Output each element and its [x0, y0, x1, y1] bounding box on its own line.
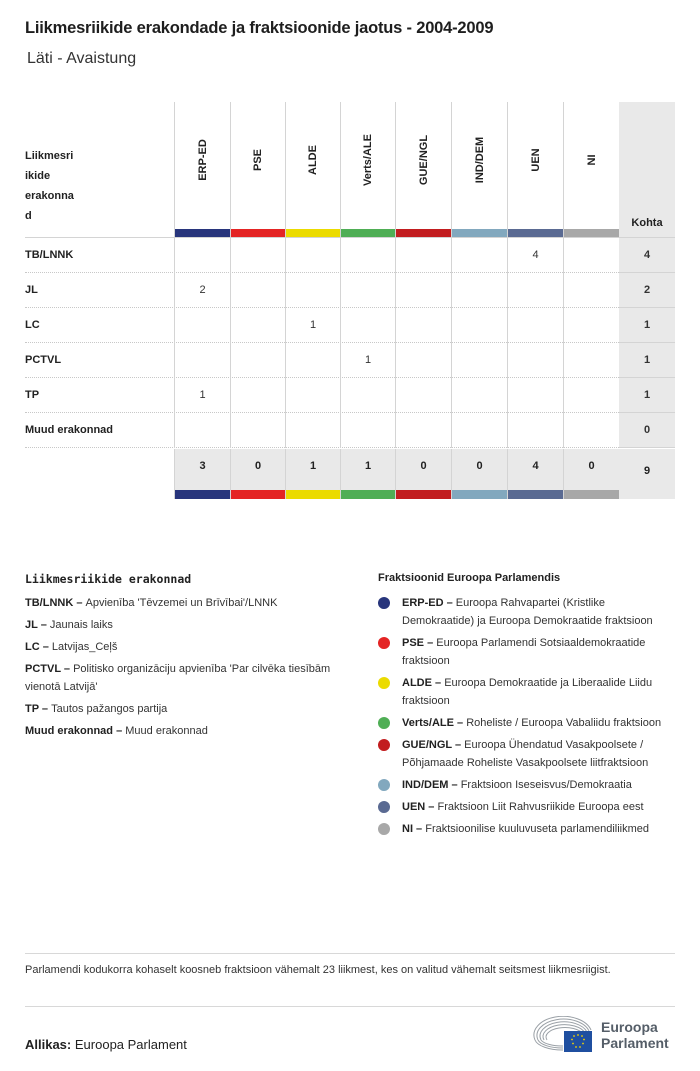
table-cell: [395, 273, 451, 308]
column-total-value: 4: [532, 460, 539, 472]
group-name: Euroopa Ühendatud Vasakpoolsete / Põhjamaade Roheliste Vasakpoolsete liitfraktsioon: [402, 739, 649, 769]
group-color-bar: [564, 490, 619, 499]
group-code: GUE/NGL: [402, 739, 452, 751]
party-legend: [25, 572, 345, 744]
column-header-label: Verts/ALE: [362, 134, 374, 186]
column-header-gue-ngl: [395, 102, 451, 238]
party-legend-item: PCTVL – Politisko organizāciju apvienība 'Par cilvēka tiesībām vienotā Latvijā': [25, 663, 331, 693]
table-cell: [285, 413, 340, 448]
party-name: Politisko organizāciju apvienība 'Par cilvēka tiesībām vienotā Latvijā': [25, 663, 331, 693]
party-code: TB/LNNK: [25, 597, 74, 609]
table-cell: [507, 308, 563, 343]
group-color-bar: [508, 490, 563, 499]
column-total-value: 0: [254, 460, 262, 472]
party-label: JL: [25, 284, 38, 296]
logo-text: [601, 1019, 669, 1051]
column-total-value: 0: [420, 460, 427, 472]
column-total: [174, 449, 230, 499]
row-total: 1: [619, 378, 675, 413]
group-color-dot-icon: [378, 801, 390, 813]
group-code: IND/DEM: [402, 779, 449, 791]
party-label: TB/LNNK: [25, 249, 74, 261]
row-total: 4: [619, 238, 675, 273]
party-name: Tautos pažangos partija: [51, 703, 168, 715]
column-total: [285, 449, 340, 499]
column-total: [395, 449, 451, 499]
table-row: [25, 273, 675, 308]
table-cell: [451, 273, 507, 308]
column-total-value: 0: [588, 460, 595, 472]
table-cell: [174, 238, 230, 273]
totals-row: [25, 449, 675, 499]
group-legend-item: ALDE – Euroopa Demokraatide ja Liberaalide Liidu fraktsioon: [378, 674, 678, 710]
group-code: UEN: [402, 801, 426, 813]
ep-logo: [531, 1016, 681, 1056]
table-cell: [285, 238, 340, 273]
party-name: Apvienība 'Tēvzemei un Brīvībai'/LNNK: [85, 597, 278, 609]
table-cell: [174, 413, 230, 448]
group-color-bar: [341, 490, 395, 499]
group-code: NI: [402, 823, 413, 835]
column-header-label: ERP-ED: [196, 139, 209, 181]
group-code: ERP-ED: [402, 597, 444, 609]
group-color-bar: [452, 490, 507, 499]
table-cell: [230, 273, 285, 308]
row-total: 0: [619, 413, 675, 448]
column-header-pse: [230, 102, 285, 238]
column-header-erp-ed: [174, 102, 230, 238]
group-code: PSE: [402, 637, 425, 649]
row-header-line: erakonna: [25, 190, 74, 202]
table-cell: [340, 413, 395, 448]
column-header-ind-dem: [451, 102, 507, 238]
table-cell: [395, 413, 451, 448]
table-cell: [340, 378, 395, 413]
group-color-dot-icon: [378, 779, 390, 791]
party-legend-item: JL – Jaunais laiks: [25, 619, 113, 631]
group-legend: [378, 572, 678, 842]
table-cell: [451, 343, 507, 378]
table-cell: [507, 273, 563, 308]
party-legend-title: Liikmesriikide erakonnad: [25, 572, 192, 586]
table-cell: [395, 343, 451, 378]
party-legend-item: TP – Tautos pažangos partija: [25, 703, 168, 715]
total-column-header: [619, 102, 675, 238]
column-total: [451, 449, 507, 499]
hemicycle-icon: [531, 1016, 597, 1056]
page-subtitle: Läti - Avaistung: [27, 50, 137, 67]
table-cell: [563, 238, 619, 273]
party-legend-item: Muud erakonnad – Muud erakonnad: [25, 725, 208, 737]
party-code: Muud erakonnad: [25, 725, 114, 737]
table-cell: [230, 238, 285, 273]
group-color-bar: [231, 490, 285, 499]
table-cell: [230, 378, 285, 413]
party-code: PCTVL: [25, 663, 61, 675]
group-color-dot-icon: [378, 597, 390, 609]
group-name: Roheliste / Euroopa Vabaliidu fraktsioon: [466, 717, 662, 729]
column-header-label: NI: [585, 154, 598, 166]
row-total: 2: [619, 273, 675, 308]
table-row: [25, 238, 675, 273]
row-total: 1: [619, 343, 675, 378]
column-total-value: 1: [364, 460, 372, 472]
column-header-label: GUE/NGL: [417, 134, 430, 186]
group-code: ALDE: [402, 677, 432, 689]
table-cell: [285, 378, 340, 413]
table-row: [25, 413, 675, 448]
source-line: [25, 1037, 187, 1052]
group-color-dot-icon: [378, 677, 390, 689]
table-cell: [451, 308, 507, 343]
group-legend-item: IND/DEM – Fraktsioon Iseseisvus/Demokraatia: [378, 776, 678, 794]
table-cell: 4: [507, 238, 563, 273]
column-total-value: 0: [476, 460, 483, 472]
table-cell: 2: [174, 273, 230, 308]
table-cell: [395, 378, 451, 413]
party-code: LC: [25, 641, 40, 653]
table-row: [25, 343, 675, 378]
table-cell: [563, 308, 619, 343]
group-name: Fraktsioon Liit Rahvusriikide Euroopa eest: [437, 801, 644, 813]
table-cell: [563, 413, 619, 448]
group-name: Fraktsioon Iseseisvus/Demokraatia: [460, 779, 632, 791]
party-label: Muud erakonnad: [25, 424, 114, 436]
party-label: TP: [25, 389, 40, 401]
party-code: JL: [25, 619, 38, 631]
footnote: Parlamendi kodukorra kohaselt koosneb fraktsioon vähemalt 23 liikmest, kes on valitud vähemalt seitsmest liikmesriigist.: [25, 964, 611, 976]
group-color-dot-icon: [378, 739, 390, 751]
table-cell: [395, 308, 451, 343]
table-cell: [451, 378, 507, 413]
party-name: Jaunais laiks: [49, 619, 113, 631]
group-code: Verts/ALE: [402, 717, 454, 729]
group-name: Fraktsioonilise kuuluvuseta parlamendiliikmed: [425, 823, 650, 835]
row-header-line: d: [25, 210, 32, 222]
column-header-label: ALDE: [307, 145, 319, 175]
table-cell: 1: [285, 308, 340, 343]
table-cell: [451, 413, 507, 448]
column-total: [340, 449, 395, 499]
source-value: Euroopa Parlament: [74, 1037, 187, 1052]
column-header-label: IND/DEM: [473, 136, 486, 184]
party-name: Latvijas_Ceļš: [51, 641, 118, 653]
group-color-dot-icon: [378, 823, 390, 835]
column-total: [563, 449, 619, 499]
column-header-label: UEN: [529, 148, 542, 172]
table-cell: 1: [174, 378, 230, 413]
group-name: Euroopa Rahvapartei (Kristlike Demokraatide) ja Euroopa Demokraatide fraktsioon: [402, 597, 653, 627]
table-cell: [285, 273, 340, 308]
table-cell: [174, 308, 230, 343]
table-cell: [451, 238, 507, 273]
total-column-label: Kohta: [631, 217, 663, 229]
group-legend-title: Fraktsioonid Euroopa Parlamendis: [378, 572, 561, 584]
logo-line-2: Parlament: [601, 1035, 669, 1051]
row-header-line: Liikmesri: [25, 150, 74, 162]
party-label: LC: [25, 319, 40, 331]
table-cell: [507, 343, 563, 378]
column-total: [507, 449, 563, 499]
column-header-verts-ale: [340, 102, 395, 238]
table-cell: [507, 413, 563, 448]
table-cell: [230, 343, 285, 378]
group-legend-item: ERP-ED – Euroopa Rahvapartei (Kristlike Demokraatide) ja Euroopa Demokraatide fraktsioon: [378, 594, 678, 630]
table-header: [25, 102, 675, 238]
table-cell: 1: [340, 343, 395, 378]
row-header-label: [25, 146, 85, 226]
table-cell: [340, 238, 395, 273]
column-header-label: PSE: [252, 148, 264, 172]
table-cell: [230, 413, 285, 448]
party-legend-item: TB/LNNK – Apvienība 'Tēvzemei un Brīvībai'/LNNK: [25, 597, 278, 609]
footer-divider-top: [25, 953, 675, 954]
row-header-line: ikide: [25, 170, 51, 182]
page-title: Liikmesriikide erakondade ja fraktsioonide jaotus - 2004-2009: [25, 19, 494, 37]
table-cell: [340, 308, 395, 343]
group-legend-item: GUE/NGL – Euroopa Ühendatud Vasakpoolsete / Põhjamaade Roheliste Vasakpoolsete liitfraktsioon: [378, 736, 678, 772]
table-cell: [507, 378, 563, 413]
table-cell: [340, 273, 395, 308]
table-cell: [563, 273, 619, 308]
table-cell: [563, 378, 619, 413]
group-legend-item: UEN – Fraktsioon Liit Rahvusriikide Euroopa eest: [378, 798, 678, 816]
group-legend-item: PSE – Euroopa Parlamendi Sotsiaaldemokraatide fraktsioon: [378, 634, 678, 670]
party-legend-item: LC – Latvijas_Ceļš: [25, 641, 118, 653]
table-row: [25, 378, 675, 413]
row-total: 1: [619, 308, 675, 343]
group-name: Euroopa Demokraatide ja Liberaalide Liidu fraktsioon: [402, 677, 653, 707]
table-cell: [174, 343, 230, 378]
footer-divider-bottom: [25, 1006, 675, 1007]
column-header-uen: [507, 102, 563, 238]
party-name: Muud erakonnad: [125, 725, 208, 737]
column-total-value: 1: [309, 460, 317, 472]
column-total-value: 3: [199, 460, 206, 472]
table-cell: [285, 343, 340, 378]
group-legend-item: Verts/ALE – Roheliste / Euroopa Vabaliidu fraktsioon: [378, 714, 678, 732]
column-header-alde: [285, 102, 340, 238]
group-color-dot-icon: [378, 637, 390, 649]
table-cell: [563, 343, 619, 378]
column-total: [230, 449, 285, 499]
grand-total: [619, 449, 675, 499]
group-color-dot-icon: [378, 717, 390, 729]
source-label: Allikas:: [25, 1037, 72, 1052]
table-cell: [230, 308, 285, 343]
group-color-bar: [396, 490, 451, 499]
party-code: TP: [25, 703, 39, 715]
table-row: [25, 308, 675, 343]
group-legend-item: NI – Fraktsioonilise kuuluvuseta parlamendiliikmed: [378, 820, 678, 838]
group-color-bar: [175, 490, 230, 499]
group-color-bar: [286, 490, 340, 499]
logo-line-1: Euroopa: [601, 1019, 658, 1035]
column-header-ni: [563, 102, 619, 238]
table-cell: [395, 238, 451, 273]
group-name: Euroopa Parlamendi Sotsiaaldemokraatide fraktsioon: [402, 637, 646, 667]
party-label: PCTVL: [25, 354, 62, 366]
grand-total-value: 9: [643, 465, 651, 477]
